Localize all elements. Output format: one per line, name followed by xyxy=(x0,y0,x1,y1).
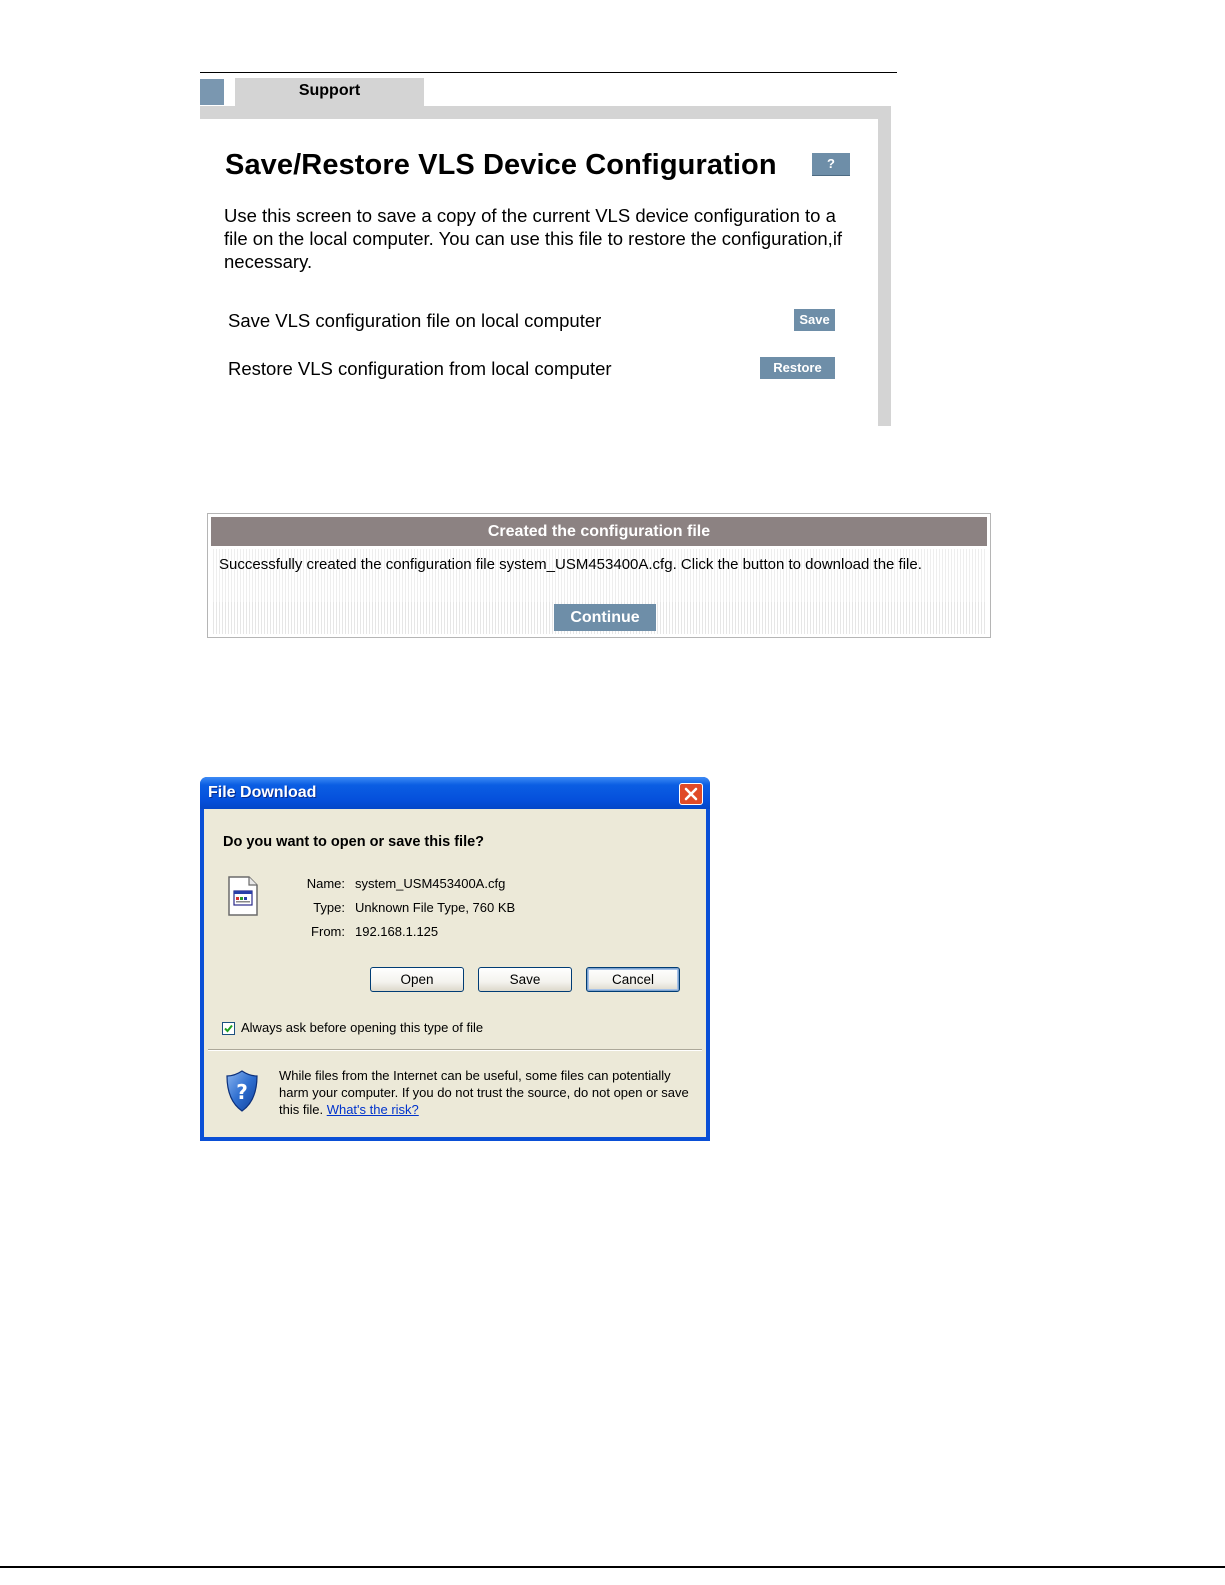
dialog-title: File Download xyxy=(208,784,317,801)
top-divider xyxy=(200,72,897,73)
always-ask-label[interactable]: Always ask before opening this type of file xyxy=(241,1020,484,1035)
file-type-value: Unknown File Type, 760 KB xyxy=(355,900,516,915)
file-from-value: 192.168.1.125 xyxy=(355,924,439,939)
dialog-separator-highlight xyxy=(208,1050,702,1051)
save-config-label: Save VLS configuration file on local computer xyxy=(228,310,602,331)
security-shield-icon xyxy=(224,1069,260,1113)
continue-button[interactable]: Continue xyxy=(554,604,656,631)
close-button[interactable] xyxy=(679,783,703,805)
created-config-footer xyxy=(211,602,987,634)
dialog-titlebar[interactable] xyxy=(200,777,710,809)
checkmark-icon xyxy=(223,1023,234,1034)
svg-text:?: ? xyxy=(236,1080,248,1104)
security-warning-text: While files from the Internet can be useful, some files can potentially harm your computer. If you do not trust the source, do not open or save this file. xyxy=(279,1068,689,1117)
always-ask-checkbox[interactable] xyxy=(222,1022,235,1035)
save-button[interactable]: Save xyxy=(478,967,572,992)
page-bottom-rule xyxy=(0,1566,1225,1568)
panel-frame-right xyxy=(878,106,891,426)
file-icon xyxy=(225,875,261,919)
file-name-key: Name: xyxy=(306,876,345,891)
restore-config-label: Restore VLS configuration from local computer xyxy=(228,358,612,379)
help-button[interactable]: ? xyxy=(812,153,850,176)
file-download-dialog xyxy=(200,777,710,1141)
security-warning xyxy=(279,1067,699,1118)
close-icon xyxy=(680,784,702,804)
created-config-message: Successfully created the configuration file system_USM453400A.cfg. Click the button to download the file. xyxy=(211,549,985,604)
tab-support[interactable]: Support xyxy=(235,78,424,106)
dialog-question: Do you want to open or save this file? xyxy=(223,834,485,850)
file-from-key: From: xyxy=(311,924,345,939)
tab-marker xyxy=(200,79,224,105)
file-type-key: Type: xyxy=(313,900,345,915)
panel-frame-top xyxy=(200,106,891,119)
created-config-header: Created the configuration file xyxy=(211,517,987,546)
save-config-button[interactable]: Save xyxy=(794,309,835,331)
support-panel xyxy=(200,72,897,426)
cancel-button[interactable]: Cancel xyxy=(586,967,680,992)
open-button[interactable]: Open xyxy=(370,967,464,992)
page-description: Use this screen to save a copy of the current VLS device configuration to a file on the local computer. You can use this file to restore the configuration,if necessary. xyxy=(224,205,843,272)
whats-the-risk-link[interactable]: What's the risk? xyxy=(326,1102,419,1117)
dialog-client-area xyxy=(204,809,706,1137)
restore-config-button[interactable]: Restore xyxy=(760,357,835,379)
created-config-panel xyxy=(207,513,991,638)
page-title: Save/Restore VLS Device Configuration xyxy=(225,149,777,181)
file-name-value: system_USM453400A.cfg xyxy=(355,876,506,891)
